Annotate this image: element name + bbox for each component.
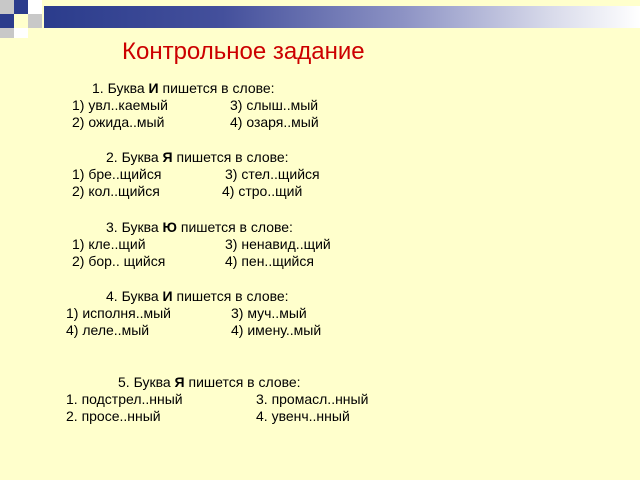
task-4-option-1: 1) исполня..мый [66,305,171,321]
page-title: Контрольное задание [122,38,365,65]
task-2-question [106,148,289,166]
deco-square-3 [28,0,42,14]
task-4-letter: И [162,288,173,304]
task-2-letter: Я [162,149,173,165]
deco-square-1 [0,0,14,14]
task-5-question [118,373,301,391]
task-2-option-3: 3) стел..щийся [225,166,320,182]
deco-square-2 [14,0,28,14]
task-5-option-4: 4. увенч..нный [256,408,350,424]
task-3-suffix: пишется в слове: [176,219,293,235]
task-2-suffix: пишется в слове: [172,149,289,165]
task-1-suffix: пишется в слове: [158,80,275,96]
task-2-prefix: 2. Буква [106,149,163,165]
deco-square-7 [0,28,14,38]
task-2-option-1: 1) бре..щийся [72,166,162,182]
task-3-option-3: 3) ненавид..щий [225,236,331,252]
task-3-question [106,218,293,236]
task-1-prefix: 1. Буква [92,80,149,96]
task-1-letter: И [148,80,159,96]
task-1-option-4: 4) озаря..мый [230,114,319,130]
task-5-suffix: пишется в слове: [184,374,301,390]
task-4-option-3: 3) муч..мый [231,305,307,321]
task-5-prefix: 5. Буква [118,374,175,390]
task-4-option-4a: 4) леле..мый [66,322,150,338]
deco-square-5 [28,14,42,28]
task-1-option-1: 1) увл..каемый [72,97,168,113]
task-4-suffix: пишется в слове: [172,288,289,304]
task-5-option-3: 3. промасл..нный [256,391,369,407]
header-decoration [0,0,640,40]
task-5-letter: Я [174,374,185,390]
task-1-option-2: 2) ожида..мый [72,114,165,130]
task-5-option-2: 2. просе..нный [66,408,161,424]
task-3-option-4: 4) пен..щийся [225,253,314,269]
task-5-option-1: 1. подстрел..нный [66,391,183,407]
header-gradient-bar [44,6,640,28]
task-4-prefix: 4. Буква [106,288,163,304]
task-3-letter: Ю [162,219,177,235]
task-4-option-4b: 4) имену..мый [231,322,322,338]
task-1-question [92,79,275,97]
task-4-question [106,287,289,305]
task-3-option-1: 1) кле..щий [72,236,146,252]
task-2-option-2: 2) кол..щийся [72,183,160,199]
task-3-option-2: 2) бор.. щийся [72,253,166,269]
deco-square-4 [0,14,14,28]
task-2-option-4: 4) стро..щий [222,183,303,199]
task-3-prefix: 3. Буква [106,219,163,235]
task-1-option-3: 3) слыш..мый [230,97,319,113]
deco-square-6 [14,28,28,38]
